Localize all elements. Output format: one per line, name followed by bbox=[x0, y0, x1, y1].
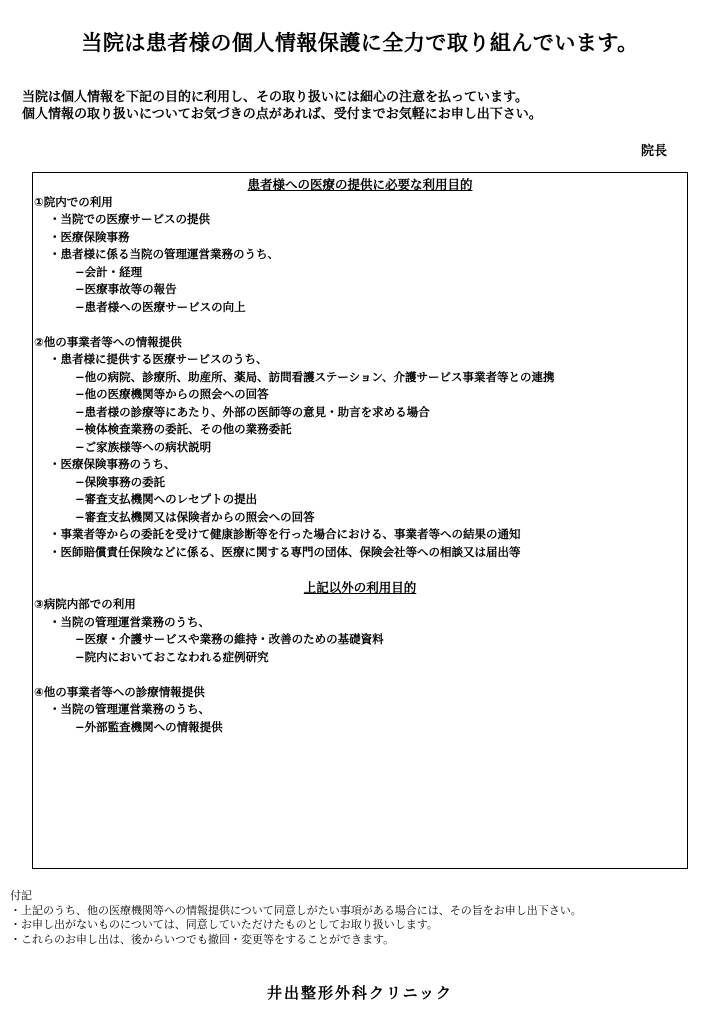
footnote bbox=[10, 889, 582, 947]
sub-item: −検体検査業務の委託、その他の業務委託 bbox=[75, 422, 292, 436]
sub-item: −審査支払機関又は保険者からの照会への回答 bbox=[75, 509, 315, 524]
sub-item: −会計・経理 bbox=[75, 264, 143, 279]
footnote-line: ・上記のうち、他の医療機関等への情報提供について同意しがたい事項がある場合には、その旨をお申し出下さい。 bbox=[10, 903, 582, 917]
section-heading-main: 患者様への医療の提供に必要な利用目的 bbox=[247, 177, 473, 192]
list-item: ・医師賠償責任保険などに係る、医療に関する専門の団体、保険会社等への相談又は届出等 bbox=[49, 544, 521, 559]
list-item: ・患者様に係る当院の管理運営業務のうち、 bbox=[49, 247, 279, 261]
intro-paragraph bbox=[22, 89, 542, 123]
section-title-2: ②他の事業者等への情報提供 bbox=[34, 334, 182, 349]
section-title-4: ④他の事業者等への診療情報提供 bbox=[34, 684, 205, 699]
spacer bbox=[34, 561, 686, 579]
purpose-list bbox=[34, 176, 686, 736]
purpose-box bbox=[32, 172, 688, 869]
clinic-name: 井出整形外科クリニック bbox=[266, 984, 454, 1002]
spacer bbox=[34, 316, 686, 334]
intro-line: 個人情報の取り扱いについてお気づきの点があれば、受付までお気軽にお申し出下さい。 bbox=[22, 107, 542, 122]
list-item: ・患者様に提供する医療サービスのうち、 bbox=[49, 352, 268, 366]
sub-item: −患者様の診療等にあたり、外部の医師等の意見・助言を求める場合 bbox=[75, 404, 430, 419]
list-item: ・当院での医療サービスの提供 bbox=[49, 212, 210, 226]
signature: 院長 bbox=[640, 144, 667, 159]
sub-item: −医療事故等の報告 bbox=[75, 282, 177, 296]
list-item: ・当院の管理運営業務のうち、 bbox=[49, 702, 210, 716]
sub-item: −院内においておこなわれる症例研究 bbox=[75, 649, 269, 664]
list-item: ・医療保険事務 bbox=[49, 229, 130, 244]
page-title: 当院は患者様の個人情報保護に全力で取り組んでいます。 bbox=[81, 31, 639, 55]
list-item: ・医療保険事務のうち、 bbox=[49, 457, 176, 471]
intro-line: 当院は個人情報を下記の目的に利用し、その取り扱いには細心の注意を払っています。 bbox=[22, 90, 528, 105]
sub-item: −他の病院、診療所、助産所、薬局、訪問看護ステーション、介護サービス事業者等との連携 bbox=[75, 369, 555, 384]
list-item: ・当院の管理運営業務のうち、 bbox=[49, 614, 210, 629]
section-title-3: ③病院内部での利用 bbox=[34, 597, 136, 611]
footnote-line: ・お申し出がないものについては、同意していただけたものとしてお取り扱いします。 bbox=[10, 918, 438, 931]
sub-item: −外部監査機関への情報提供 bbox=[75, 719, 223, 734]
section-heading-other: 上記以外の利用目的 bbox=[303, 579, 417, 595]
sub-item: −医療・介護サービスや業務の維持・改善のための基礎資料 bbox=[75, 632, 384, 646]
list-item: ・事業者等からの委託を受けて健康診断等を行った場合における、事業者等への結果の通知 bbox=[49, 527, 521, 541]
footnote-label: 付記 bbox=[10, 889, 32, 902]
sub-item: −保険事務の委託 bbox=[75, 474, 166, 489]
sub-item: −他の医療機関等からの照会への回答 bbox=[75, 387, 269, 401]
sub-item: −患者様への医療サービスの向上 bbox=[75, 299, 246, 314]
section-title-1: ①院内での利用 bbox=[34, 194, 113, 209]
spacer bbox=[34, 666, 686, 684]
footnote-line: ・これらのお申し出は、後からいつでも撤回・変更等をすることができます。 bbox=[10, 932, 395, 946]
sub-item: −ご家族様等への病状説明 bbox=[75, 439, 212, 454]
sub-item: −審査支払機関へのレセプトの提出 bbox=[75, 492, 258, 506]
